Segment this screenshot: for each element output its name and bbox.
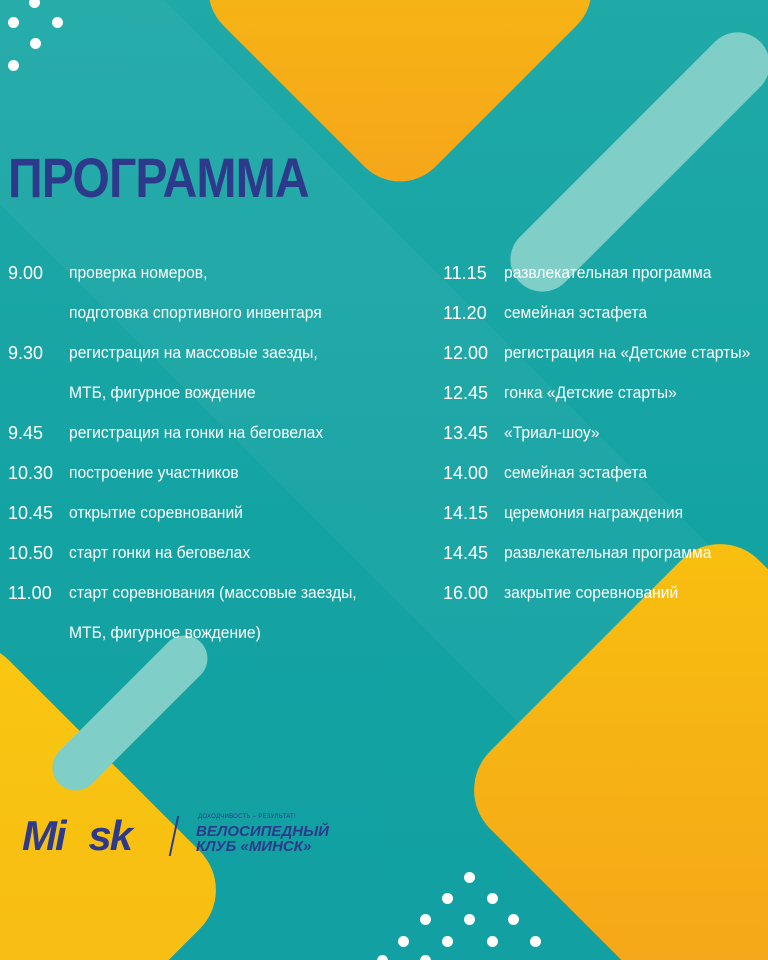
schedule-time: 11.20 (443, 303, 487, 323)
logo-wordmark (22, 812, 131, 860)
dot (442, 936, 453, 947)
dot (420, 955, 431, 960)
schedule-description: развлекательная программа (504, 543, 712, 562)
schedule-description: церемония награждения (504, 503, 684, 522)
schedule-description: регистрация на «Детские старты» (504, 343, 751, 362)
logo-line-2: КЛУБ «МИНСК» (196, 838, 312, 855)
logo-word-part: n (64, 812, 89, 859)
schedule-description: семейная эстафета (504, 463, 648, 482)
schedule-time: 14.15 (443, 503, 489, 523)
schedule-description: открытие соревнований (69, 503, 243, 522)
dot (487, 893, 498, 904)
logo-word-part: sk (88, 812, 132, 859)
schedule-description: закрытие соревнований (504, 583, 679, 602)
page-title: ПРОГРАММА (8, 146, 309, 209)
logo-word-part: Mi (22, 812, 65, 859)
schedule-time: 10.45 (8, 503, 54, 523)
logo-divider (169, 816, 180, 856)
schedule-description: старт гонки на беговелах (69, 543, 251, 562)
schedule-description: регистрация на гонки на беговелах (69, 423, 324, 442)
dot (398, 936, 409, 947)
left-stripe (43, 626, 217, 800)
schedule-time: 11.15 (443, 263, 487, 283)
dot (442, 893, 453, 904)
schedule-time: 10.50 (8, 543, 54, 563)
schedule-description: старт соревнования (массовые заезды, (69, 583, 357, 602)
schedule-time: 10.30 (8, 463, 54, 483)
logo-slogan: ДОХОДЧИВОСТЬ – РЕЗУЛЬТАТ! (198, 814, 296, 820)
dot (8, 60, 19, 71)
dot (487, 936, 498, 947)
schedule-time: 11.00 (8, 583, 52, 603)
dot (30, 38, 41, 49)
schedule-time: 12.00 (443, 343, 489, 363)
dot (52, 17, 63, 28)
schedule-description: МТБ, фигурное вождение (69, 383, 256, 402)
schedule-description: подготовка спортивного инвентаря (69, 303, 322, 322)
schedule-description: проверка номеров, (69, 263, 208, 282)
schedule-time: 14.45 (443, 543, 489, 563)
dot (464, 872, 475, 883)
dot (508, 914, 519, 925)
schedule-time: 9.00 (8, 263, 44, 283)
schedule-description: регистрация на массовые заезды, (69, 343, 318, 362)
schedule-description: гонка «Детские старты» (504, 383, 677, 402)
schedule-description: семейная эстафета (504, 303, 648, 322)
schedule-description: развлекательная программа (504, 263, 712, 282)
dot (377, 955, 388, 960)
schedule-time: 9.30 (8, 343, 44, 363)
dot (530, 936, 541, 947)
dot (420, 914, 431, 925)
schedule-time: 13.45 (443, 423, 489, 443)
schedule-time: 12.45 (443, 383, 489, 403)
schedule-time: 9.45 (8, 423, 44, 443)
schedule-description: МТБ, фигурное вождение) (69, 623, 261, 642)
dot (8, 17, 19, 28)
club-logo (22, 812, 329, 864)
dot (464, 914, 475, 925)
schedule-time: 16.00 (443, 583, 489, 603)
schedule-description: «Триал-шоу» (504, 423, 600, 442)
logo-line-1: ВЕЛОСИПЕДНЫЙ (196, 823, 329, 840)
schedule-description: построение участников (69, 463, 239, 482)
schedule-time: 14.00 (443, 463, 489, 483)
